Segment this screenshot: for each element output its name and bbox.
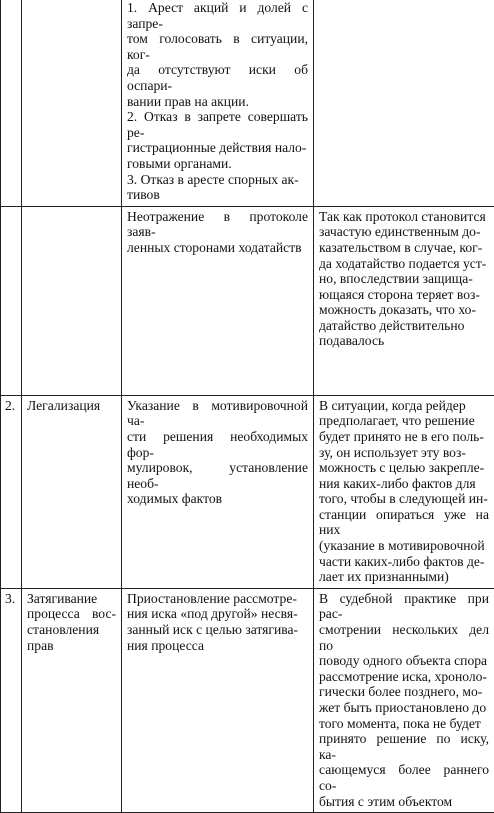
text-line: казательством в случае, ког- <box>319 240 489 256</box>
text-line: можность доказать, что хо- <box>319 302 489 318</box>
text-line: жет быть приостановлено до <box>319 700 489 716</box>
stage-cell <box>22 206 122 395</box>
text-line: гистрационные действия нало- <box>127 140 308 156</box>
text-line: 2. Отказ в запрете совершать ре- <box>127 109 308 140</box>
text-line: ющаяся сторона теряет воз- <box>319 287 489 303</box>
table-row <box>1 588 494 812</box>
text-line: вании прав на акции. <box>127 94 308 110</box>
text-line: смотрении нескольких дел по <box>319 622 489 653</box>
text-line: 3. Отказ в аресте спорных ак- <box>127 172 308 188</box>
text-line: В ситуации, когда рейдер <box>319 398 489 414</box>
table-row <box>1 395 494 588</box>
table-row <box>1 206 494 395</box>
text-line: бытия с этим объектом <box>319 794 489 810</box>
method-cell <box>122 0 314 206</box>
text-line: но, впоследствии защища- <box>319 271 489 287</box>
text-line: ния иска «под другой» несвя- <box>127 606 308 622</box>
text-line: сти решения необходимых фор- <box>127 429 308 460</box>
comment-cell <box>314 0 494 206</box>
text-line: да ходатайство подается уст- <box>319 256 489 272</box>
text-line: ния процесса <box>127 638 308 654</box>
text-line: лает их признанными) <box>319 569 489 585</box>
stage-cell <box>22 0 122 206</box>
row-number <box>1 0 22 206</box>
text-line: поводу одного объекта спора <box>319 653 489 669</box>
table-row <box>1 0 494 206</box>
text-line: рассмотрение иска, хроноло- <box>319 669 489 685</box>
text-line: да отсутствуют иски об оспари- <box>127 62 308 93</box>
text-line: Указание в мотивировочной ча- <box>127 398 308 429</box>
text-line: датайство действительно <box>319 318 489 334</box>
text-line: сающемуся более раннего со- <box>319 762 489 793</box>
method-cell <box>122 206 314 395</box>
text-line: того, чтобы в следующей ин- <box>319 491 489 507</box>
text-line: говыми органами. <box>127 156 308 172</box>
text-line: того момента, пока не будет <box>319 716 489 732</box>
text-line: 1. Арест акций и долей с запре- <box>127 0 308 31</box>
text-line: (указание в мотивировочной <box>319 538 489 554</box>
text-line: занный иск с целью затягива- <box>127 622 308 638</box>
row-number <box>1 206 22 395</box>
stage-cell: Легализация <box>22 395 122 588</box>
text-line: ленных сторонами ходатайств <box>127 240 308 256</box>
text-line: том голосовать в ситуации, ког- <box>127 31 308 62</box>
text-line: мулировок, установление необ- <box>127 460 308 491</box>
text-line: Неотражение в протоколе заяв- <box>127 209 308 240</box>
text-line: зачастую единственным до- <box>319 224 489 240</box>
text-line: предполагает, что решение <box>319 413 489 429</box>
text-line: Так как протокол становится <box>319 209 489 225</box>
comment-cell <box>314 206 494 395</box>
row-number: 2. <box>1 395 22 588</box>
text-line: Приостановление рассмотре- <box>127 591 308 607</box>
text-line: будет принято не в его поль- <box>319 429 489 445</box>
row-number: 3. <box>1 588 22 812</box>
text-line: ния каких-либо фактов для <box>319 476 489 492</box>
text-line: подавалось <box>319 333 489 349</box>
text-line: В судебной практике при рас- <box>319 591 489 622</box>
text-line: гически более позднего, мо- <box>319 684 489 700</box>
comment-cell <box>314 588 494 812</box>
text-line: зу, он использует эту воз- <box>319 445 489 461</box>
text-line: станции опираться уже на них <box>319 507 489 538</box>
text-line: части каких-либо фактов де- <box>319 554 489 570</box>
method-cell <box>122 588 314 812</box>
stage-cell: Затягивание процесса вос- становления прав <box>22 588 122 812</box>
text-line: ходимых фактов <box>127 491 308 507</box>
text-line: можность с целью закрепле- <box>319 460 489 476</box>
text-line: принято решение по иску, ка- <box>319 731 489 762</box>
comment-cell <box>314 395 494 588</box>
text-line: тивов <box>127 187 308 203</box>
method-cell <box>122 395 314 588</box>
